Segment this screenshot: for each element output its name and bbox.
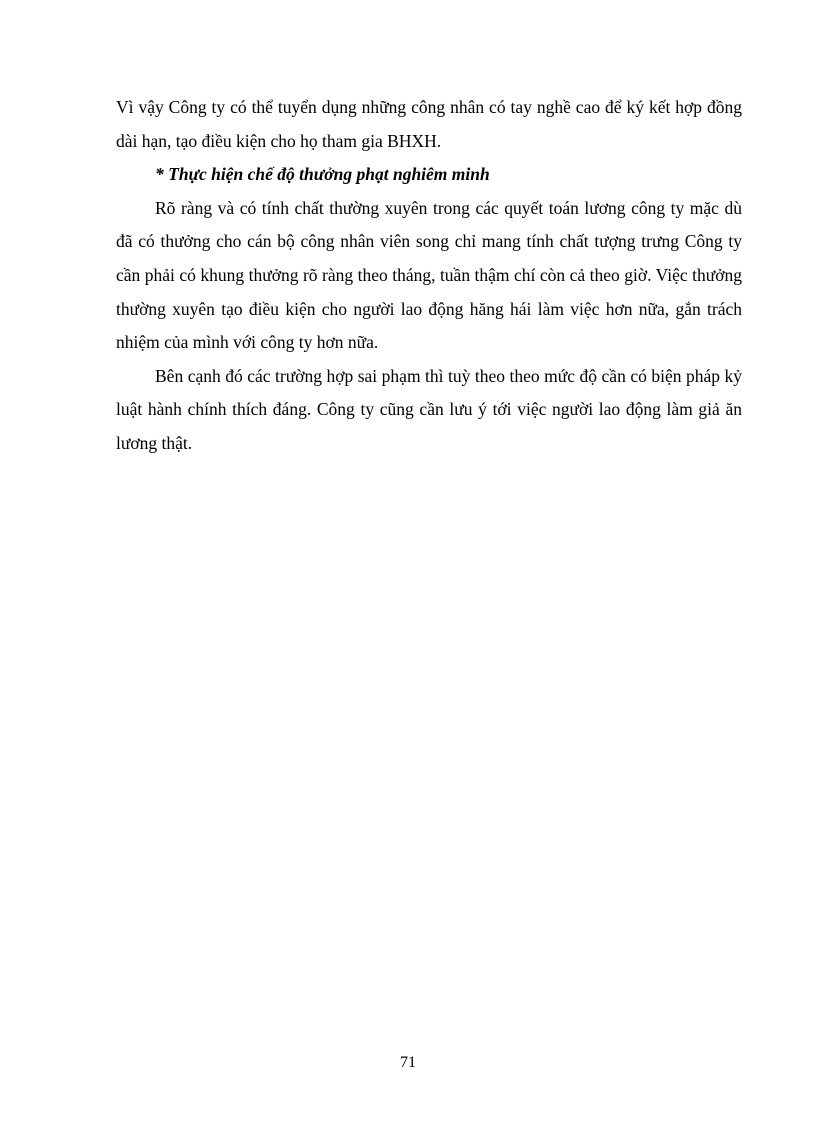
section-heading-reward-penalty: * Thực hiện chế độ thưởng phạt nghiêm minh bbox=[155, 164, 490, 185]
paragraph-intro: Vì vậy Công ty có thể tuyển dụng những công nhân có tay nghề cao để ký kết hợp đồng dài hạn, tạo điều kiện cho họ tham gia BHXH. bbox=[116, 97, 742, 151]
paragraph-reward: Rõ ràng và có tính chất thường xuyên trong các quyết toán lương công ty mặc dù đã có thưởng cho cán bộ công nhân viên song chỉ mang tính chất tượng trưng Công ty cần phải có khung thưởng rõ ràng theo tháng, tuần thậm chí còn cả theo giờ. Việc thưởng thường xuyên tạo điều kiện cho người lao động hăng hái làm việc hơn nữa, gắn trách nhiệm của mình với công ty hơn nữa. bbox=[116, 197, 742, 353]
page-body bbox=[116, 91, 742, 461]
page-number: 71 bbox=[400, 1054, 416, 1071]
paragraph-discipline: Bên cạnh đó các trường hợp sai phạm thì tuỳ theo theo mức độ cần có biện pháp kỷ luật hành chính thích đáng. Công ty cũng cần lưu ý tới việc người lao động làm giả ăn lương thật. bbox=[116, 365, 742, 453]
